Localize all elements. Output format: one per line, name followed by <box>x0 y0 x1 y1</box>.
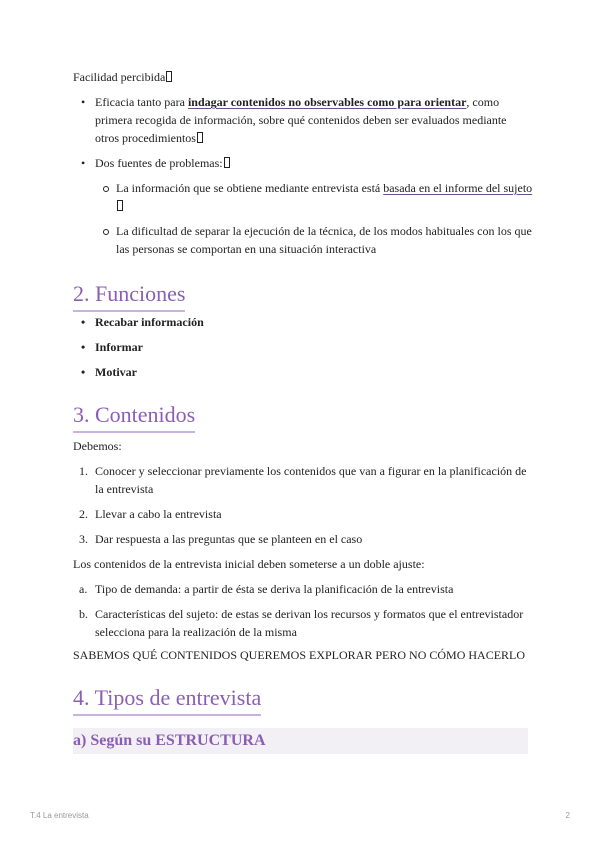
page-number: 2 <box>565 811 570 820</box>
subsection-heading: a) Según su ESTRUCTURA <box>73 732 266 749</box>
missing-glyph-icon <box>166 71 172 82</box>
missing-glyph-icon <box>197 132 203 143</box>
missing-glyph-icon <box>117 200 123 211</box>
missing-glyph-icon <box>224 157 230 168</box>
list-item: • Recabar información <box>73 313 533 331</box>
list-item: 2. Llevar a cabo la entrevista <box>79 507 222 521</box>
intro-title: Facilidad percibida <box>73 68 533 86</box>
funciones-list <box>73 313 533 381</box>
list-item: 3. Dar respuesta a las preguntas que se planteen en el caso <box>79 532 363 546</box>
footer-title: T.4 La entrevista <box>30 811 89 820</box>
highlight-link: indagar contenidos no observables como para orientar <box>187 95 467 109</box>
contenidos-lead: Debemos: <box>73 439 122 453</box>
list-item: b. Características del sujeto: de estas se derivan los recursos y formatos que el entrevistador selecciona para la realización de la misma <box>79 607 524 639</box>
list-item: 1. Conocer y seleccionar previamente los contenidos que van a figurar en la planificación de la entrevista <box>79 464 527 496</box>
list-item: • Dos fuentes de problemas: <box>73 154 533 172</box>
caps-note: SABEMOS QUÉ CONTENIDOS QUEREMOS EXPLORAR PERO NO CÓMO HACERLO <box>73 648 526 662</box>
sub-list-item: La información que se obtiene mediante entrevista está basada en el informe del sujeto <box>73 179 533 215</box>
section-heading-contenidos: 3. Contenidos <box>73 401 195 433</box>
list-item: • Eficacia tanto para indagar contenidos no observables como para orientar, como primera recogida de información, sobre qué contenidos deben ser evaluados mediante otros procedimientos <box>73 93 533 147</box>
adjust-list <box>73 580 533 641</box>
contenidos-steps <box>73 462 533 548</box>
adjust-lead: Los contenidos de la entrevista inicial deben someterse a un doble ajuste: <box>73 557 425 571</box>
list-item: • Informar <box>73 338 533 356</box>
list-item: a. Tipo de demanda: a partir de ésta se deriva la planificación de la entrevista <box>79 582 454 596</box>
list-item: • Motivar <box>73 363 533 381</box>
section-heading-tipos: 4. Tipos de entrevista <box>73 684 261 716</box>
intro-list <box>73 93 533 258</box>
section-heading-funciones: 2. Funciones <box>73 280 185 312</box>
highlight-link: basada en el informe del sujeto <box>383 181 533 195</box>
subsection-box <box>73 728 528 754</box>
sub-list-item: La dificultad de separar la ejecución de la técnica, de los modos habituales con los que las personas se comportan en una situación interactiva <box>73 222 533 258</box>
document-page <box>73 68 533 754</box>
